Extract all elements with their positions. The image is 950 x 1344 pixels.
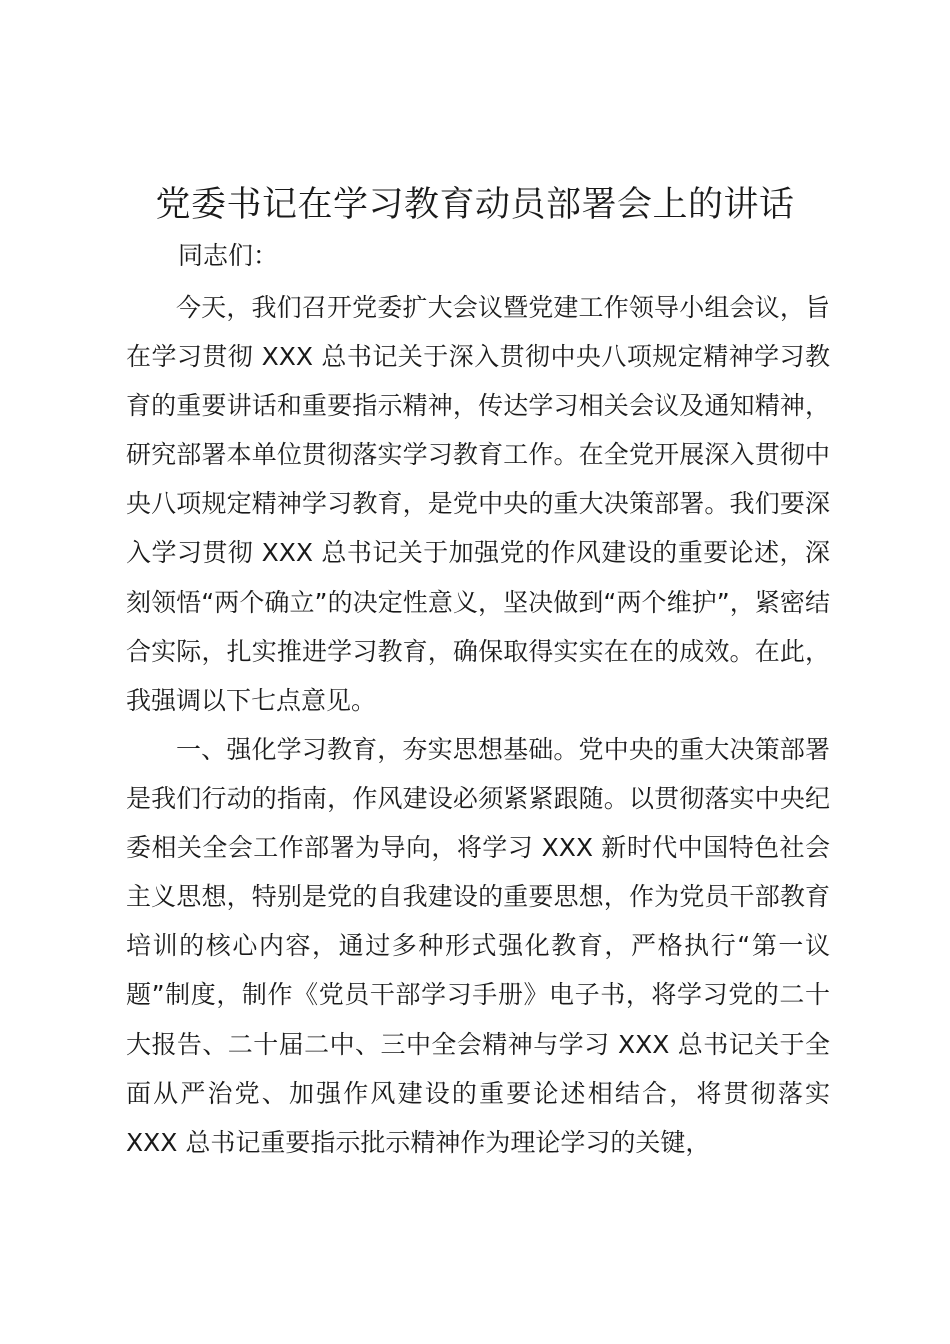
document-title: 党委书记在学习教育动员部署会上的讲话 — [155, 185, 795, 225]
salutation: 同志们： — [178, 241, 279, 270]
paragraph-point-one: 一、强化学习教育，夯实思想基础。党中央的重大决策部署是我们行动的指南，作风建设必须紧紧跟随。以贯彻落实中央纪委相关全会工作部署为导向，将学习 XXX 新时代中国特色社会主义思想，特别是党的自我建设的重要思想，作为党员干部教育培训的核心内容，通过多种形式强化教育，严格执行“第一议题”制度，制作《党员干部学习手册》电子书，将学习党的二十大报告、二十届二中、三中全会精神与学习 XXX 总书记关于全面从严治党、加强作风建设的重要论述相结合，将贯彻落实 XXX 总书记重要指示批示精神作为理论学习的关键， — [126, 735, 830, 1157]
paragraph-opening: 今天，我们召开党委扩大会议暨党建工作领导小组会议，旨在学习贯彻 XXX 总书记关于深入贯彻中央八项规定精神学习教育的重要讲话和重要指示精神，传达学习相关会议及通知精神，研究部署本单位贯彻落实学习教育工作。在全党开展深入贯彻中央八项规定精神学习教育，是党中央的重大决策部署。我们要深入学习贯彻 XXX 总书记关于加强党的作风建设的重要论述，深刻领悟“两个确立”的决定性意义，坚决做到“两个维护”，紧密结合实际，扎实推进学习教育，确保取得实实在在的成效。在此，我强调以下七点意见。 — [126, 293, 830, 715]
